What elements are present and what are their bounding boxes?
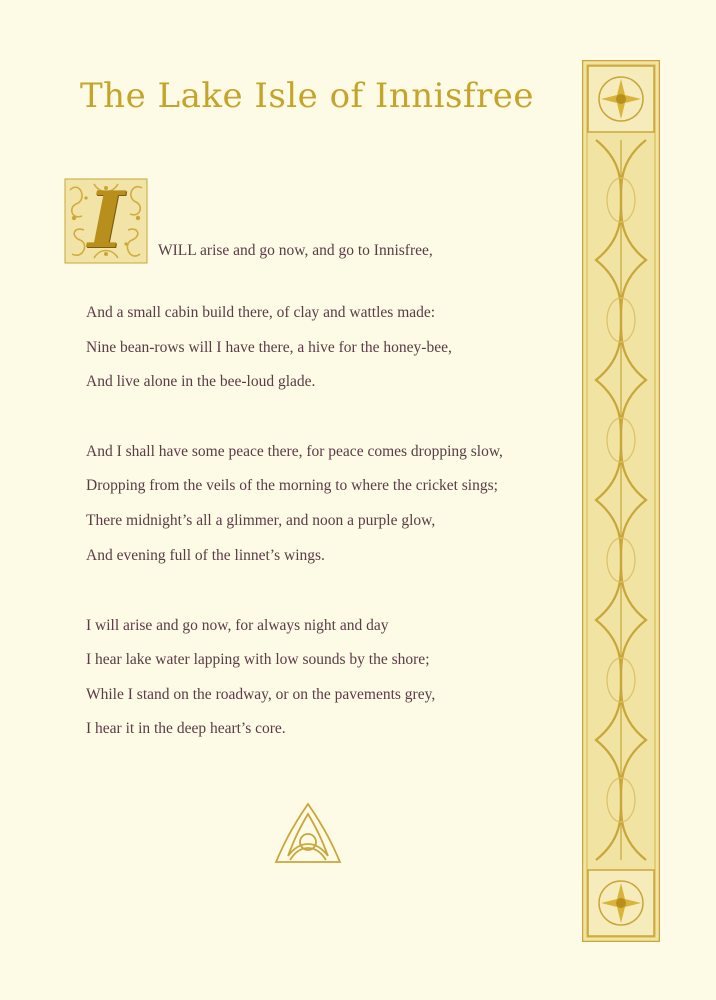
poem-line: I hear lake water lapping with low sounds by the shore; — [86, 651, 430, 668]
poem-title: The Lake Isle of Innisfree — [80, 76, 535, 116]
celtic-knot-border-icon — [582, 60, 660, 942]
poem-line: And a small cabin build there, of clay and wattles made: — [86, 304, 436, 321]
poem-line: While I stand on the roadway, or on the pavements grey, — [86, 686, 436, 703]
poem-line: There midnight’s all a glimmer, and noon a purple glow, — [86, 512, 436, 529]
poem-line: And live alone in the bee-loud glade. — [86, 373, 316, 390]
poem-line: I hear it in the deep heart’s core. — [86, 720, 286, 737]
poem-line: Nine bean-rows will I have there, a hive for the honey-bee, — [86, 339, 452, 356]
poem-line: And I shall have some peace there, for peace comes dropping slow, — [86, 443, 503, 460]
poem-first-line: WILL arise and go now, and go to Innisfree, — [158, 242, 433, 259]
poem-line: Dropping from the veils of the morning to where the cricket sings; — [86, 477, 498, 494]
poem-line: I will arise and go now, for always night and day — [86, 617, 389, 634]
illuminated-letter-icon — [64, 175, 148, 266]
drop-cap-letter: I — [87, 175, 125, 266]
triquetra-knot-icon — [270, 800, 346, 866]
bottom-medallion — [588, 870, 654, 936]
poem-line: And evening full of the linnet’s wings. — [86, 547, 325, 564]
top-medallion — [588, 66, 654, 132]
